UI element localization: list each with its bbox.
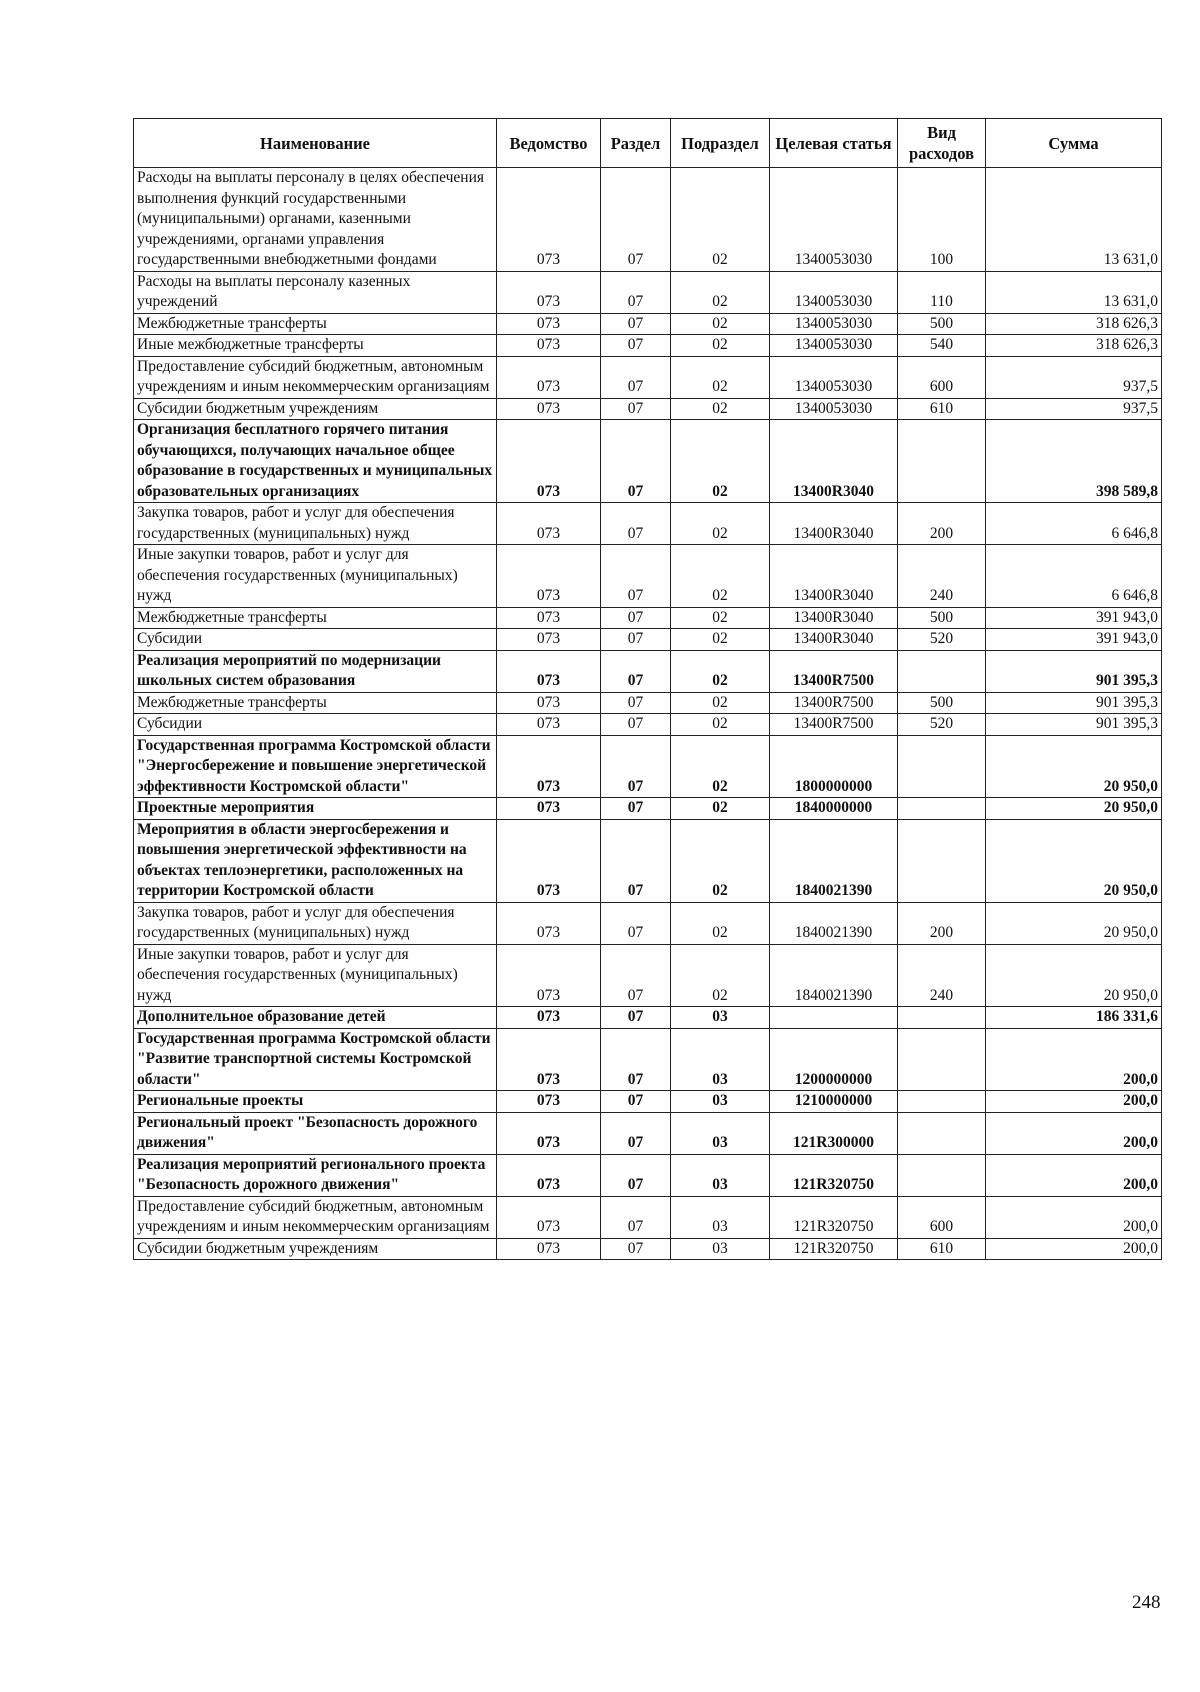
cell-subsection: 03 (671, 1238, 770, 1260)
cell-subsection: 02 (671, 650, 770, 692)
cell-subsection: 03 (671, 1196, 770, 1238)
cell-dept: 073 (497, 798, 601, 820)
cell-target: 1840021390 (770, 819, 898, 902)
cell-target: 121R320750 (770, 1154, 898, 1196)
cell-sum: 6 646,8 (986, 503, 1162, 545)
cell-name: Дополнительное образование детей (134, 1007, 497, 1029)
cell-name: Расходы на выплаты персоналу казенных учреждений (134, 271, 497, 313)
cell-subsection: 02 (671, 356, 770, 398)
cell-dept: 073 (497, 420, 601, 503)
cell-dept: 073 (497, 1028, 601, 1091)
table-row (134, 1238, 1162, 1260)
cell-dept: 073 (497, 629, 601, 651)
header-kind: Вид расходов (898, 119, 986, 168)
cell-target: 121R300000 (770, 1112, 898, 1154)
cell-dept: 073 (497, 902, 601, 944)
cell-section: 07 (601, 1091, 671, 1113)
cell-target: 13400R3040 (770, 420, 898, 503)
cell-target: 1800000000 (770, 735, 898, 798)
cell-section: 07 (601, 607, 671, 629)
cell-kind (898, 1154, 986, 1196)
cell-section: 07 (601, 819, 671, 902)
cell-section: 07 (601, 271, 671, 313)
cell-dept: 073 (497, 503, 601, 545)
cell-section: 07 (601, 1028, 671, 1091)
table-row (134, 1091, 1162, 1113)
cell-sum: 13 631,0 (986, 271, 1162, 313)
cell-section: 07 (601, 356, 671, 398)
cell-name: Иные межбюджетные трансферты (134, 335, 497, 357)
cell-kind: 500 (898, 313, 986, 335)
cell-target: 121R320750 (770, 1196, 898, 1238)
cell-dept: 073 (497, 735, 601, 798)
cell-kind: 240 (898, 545, 986, 608)
cell-dept: 073 (497, 714, 601, 736)
cell-target: 13400R7500 (770, 650, 898, 692)
cell-name: Реализация мероприятий по модернизации школьных систем образования (134, 650, 497, 692)
table-row (134, 735, 1162, 798)
cell-subsection: 02 (671, 798, 770, 820)
cell-subsection: 02 (671, 503, 770, 545)
cell-target: 1340053030 (770, 168, 898, 272)
cell-target: 1840021390 (770, 944, 898, 1007)
cell-kind: 110 (898, 271, 986, 313)
table-row (134, 714, 1162, 736)
cell-sum: 901 395,3 (986, 714, 1162, 736)
cell-subsection: 02 (671, 819, 770, 902)
cell-target: 1340053030 (770, 335, 898, 357)
cell-subsection: 03 (671, 1007, 770, 1029)
cell-target: 1340053030 (770, 398, 898, 420)
cell-target: 1840021390 (770, 902, 898, 944)
cell-sum: 200,0 (986, 1238, 1162, 1260)
cell-sum: 20 950,0 (986, 735, 1162, 798)
header-sum: Сумма (986, 119, 1162, 168)
cell-name: Межбюджетные трансферты (134, 692, 497, 714)
cell-section: 07 (601, 313, 671, 335)
cell-kind: 540 (898, 335, 986, 357)
cell-sum: 20 950,0 (986, 798, 1162, 820)
cell-target: 13400R3040 (770, 545, 898, 608)
cell-target: 1210000000 (770, 1091, 898, 1113)
cell-target: 1340053030 (770, 271, 898, 313)
cell-kind (898, 1028, 986, 1091)
cell-dept: 073 (497, 650, 601, 692)
table-row (134, 1154, 1162, 1196)
cell-sum: 318 626,3 (986, 313, 1162, 335)
table-row (134, 944, 1162, 1007)
cell-section: 07 (601, 168, 671, 272)
cell-sum: 398 589,8 (986, 420, 1162, 503)
cell-name: Межбюджетные трансферты (134, 607, 497, 629)
cell-target: 13400R3040 (770, 607, 898, 629)
page-number: 248 (1132, 1592, 1161, 1613)
table-row (134, 819, 1162, 902)
cell-kind: 100 (898, 168, 986, 272)
cell-name: Реализация мероприятий регионального проекта "Безопасность дорожного движения" (134, 1154, 497, 1196)
header-subsection: Подраздел (671, 119, 770, 168)
cell-kind (898, 1007, 986, 1029)
cell-kind: 500 (898, 692, 986, 714)
cell-subsection: 03 (671, 1112, 770, 1154)
cell-subsection: 02 (671, 313, 770, 335)
cell-section: 07 (601, 335, 671, 357)
header-section: Раздел (601, 119, 671, 168)
cell-name: Государственная программа Костромской области "Развитие транспортной системы Костромской области" (134, 1028, 497, 1091)
table-body (134, 168, 1162, 1260)
cell-sum: 901 395,3 (986, 650, 1162, 692)
cell-section: 07 (601, 629, 671, 651)
cell-sum: 6 646,8 (986, 545, 1162, 608)
cell-name: Проектные мероприятия (134, 798, 497, 820)
cell-dept: 073 (497, 607, 601, 629)
cell-section: 07 (601, 1238, 671, 1260)
cell-section: 07 (601, 398, 671, 420)
cell-target: 13400R7500 (770, 692, 898, 714)
cell-dept: 073 (497, 1238, 601, 1260)
cell-kind (898, 819, 986, 902)
cell-kind (898, 1112, 986, 1154)
cell-name: Региональный проект "Безопасность дорожного движения" (134, 1112, 497, 1154)
cell-target: 121R320750 (770, 1238, 898, 1260)
table-row (134, 798, 1162, 820)
table-row (134, 1112, 1162, 1154)
cell-dept: 073 (497, 1091, 601, 1113)
cell-section: 07 (601, 1154, 671, 1196)
table-row (134, 313, 1162, 335)
cell-dept: 073 (497, 819, 601, 902)
cell-subsection: 02 (671, 335, 770, 357)
cell-dept: 073 (497, 1112, 601, 1154)
table-row (134, 398, 1162, 420)
cell-sum: 200,0 (986, 1196, 1162, 1238)
cell-sum: 391 943,0 (986, 607, 1162, 629)
cell-subsection: 02 (671, 735, 770, 798)
table-row (134, 1007, 1162, 1029)
cell-sum: 186 331,6 (986, 1007, 1162, 1029)
cell-name: Предоставление субсидий бюджетным, автономным учреждениям и иным некоммерческим организациям (134, 356, 497, 398)
header-dept: Ведомство (497, 119, 601, 168)
cell-kind: 610 (898, 398, 986, 420)
cell-subsection: 03 (671, 1091, 770, 1113)
cell-sum: 901 395,3 (986, 692, 1162, 714)
cell-dept: 073 (497, 398, 601, 420)
cell-name: Субсидии (134, 714, 497, 736)
cell-sum: 200,0 (986, 1091, 1162, 1113)
table-row (134, 692, 1162, 714)
cell-kind: 200 (898, 503, 986, 545)
cell-section: 07 (601, 798, 671, 820)
cell-dept: 073 (497, 944, 601, 1007)
cell-kind: 600 (898, 356, 986, 398)
cell-name: Предоставление субсидий бюджетным, автономным учреждениям и иным некоммерческим организациям (134, 1196, 497, 1238)
cell-sum: 318 626,3 (986, 335, 1162, 357)
cell-kind (898, 420, 986, 503)
cell-sum: 20 950,0 (986, 902, 1162, 944)
table-row (134, 168, 1162, 272)
cell-name: Региональные проекты (134, 1091, 497, 1113)
cell-subsection: 02 (671, 944, 770, 1007)
cell-name: Государственная программа Костромской области "Энергосбережение и повышение энергетической эффективности Костромской области" (134, 735, 497, 798)
cell-name: Закупка товаров, работ и услуг для обеспечения государственных (муниципальных) нужд (134, 503, 497, 545)
cell-kind: 520 (898, 629, 986, 651)
cell-sum: 937,5 (986, 398, 1162, 420)
cell-kind: 520 (898, 714, 986, 736)
cell-section: 07 (601, 902, 671, 944)
cell-kind (898, 735, 986, 798)
header-row (134, 119, 1162, 168)
cell-target: 13400R3040 (770, 503, 898, 545)
cell-name: Субсидии (134, 629, 497, 651)
cell-kind: 600 (898, 1196, 986, 1238)
table-row (134, 356, 1162, 398)
cell-name: Межбюджетные трансферты (134, 313, 497, 335)
cell-dept: 073 (497, 692, 601, 714)
cell-subsection: 02 (671, 607, 770, 629)
cell-kind (898, 1091, 986, 1113)
cell-target: 1840000000 (770, 798, 898, 820)
cell-subsection: 02 (671, 420, 770, 503)
cell-section: 07 (601, 714, 671, 736)
cell-sum: 200,0 (986, 1028, 1162, 1091)
cell-dept: 073 (497, 1154, 601, 1196)
cell-name: Организация бесплатного горячего питания обучающихся, получающих начальное общее образование в государственных и муниципальных образовательных организациях (134, 420, 497, 503)
table-row (134, 1028, 1162, 1091)
cell-subsection: 02 (671, 714, 770, 736)
cell-subsection: 03 (671, 1154, 770, 1196)
cell-target (770, 1007, 898, 1029)
cell-subsection: 02 (671, 692, 770, 714)
cell-target: 1340053030 (770, 313, 898, 335)
cell-name: Мероприятия в области энергосбережения и повышения энергетической эффективности на объектах теплоэнергетики, расположенных на территории Костромской области (134, 819, 497, 902)
table-row (134, 629, 1162, 651)
cell-sum: 20 950,0 (986, 819, 1162, 902)
budget-table (133, 118, 1162, 1260)
cell-target: 13400R3040 (770, 629, 898, 651)
cell-dept: 073 (497, 335, 601, 357)
cell-dept: 073 (497, 545, 601, 608)
cell-kind: 500 (898, 607, 986, 629)
cell-subsection: 02 (671, 902, 770, 944)
cell-section: 07 (601, 944, 671, 1007)
cell-name: Субсидии бюджетным учреждениям (134, 398, 497, 420)
cell-name: Иные закупки товаров, работ и услуг для обеспечения государственных (муниципальных) нужд (134, 545, 497, 608)
cell-section: 07 (601, 545, 671, 608)
table-row (134, 271, 1162, 313)
table-row (134, 902, 1162, 944)
cell-section: 07 (601, 1007, 671, 1029)
cell-section: 07 (601, 420, 671, 503)
cell-subsection: 02 (671, 398, 770, 420)
cell-subsection: 03 (671, 1028, 770, 1091)
cell-section: 07 (601, 1196, 671, 1238)
cell-section: 07 (601, 692, 671, 714)
cell-dept: 073 (497, 356, 601, 398)
cell-dept: 073 (497, 168, 601, 272)
table-row (134, 607, 1162, 629)
cell-name: Расходы на выплаты персоналу в целях обеспечения выполнения функций государственными (муниципальными) органами, казенными учреждениями, органами управления государственными внебюджетными фондами (134, 168, 497, 272)
cell-kind: 200 (898, 902, 986, 944)
cell-target: 13400R7500 (770, 714, 898, 736)
table-row (134, 1196, 1162, 1238)
table-row (134, 420, 1162, 503)
cell-dept: 073 (497, 1196, 601, 1238)
cell-section: 07 (601, 503, 671, 545)
cell-sum: 200,0 (986, 1154, 1162, 1196)
cell-dept: 073 (497, 1007, 601, 1029)
table-row (134, 335, 1162, 357)
cell-kind (898, 798, 986, 820)
cell-subsection: 02 (671, 271, 770, 313)
cell-name: Субсидии бюджетным учреждениям (134, 1238, 497, 1260)
cell-sum: 13 631,0 (986, 168, 1162, 272)
cell-sum: 391 943,0 (986, 629, 1162, 651)
header-name: Наименование (134, 119, 497, 168)
cell-sum: 937,5 (986, 356, 1162, 398)
cell-kind: 610 (898, 1238, 986, 1260)
cell-subsection: 02 (671, 545, 770, 608)
cell-dept: 073 (497, 271, 601, 313)
cell-kind (898, 650, 986, 692)
cell-name: Иные закупки товаров, работ и услуг для обеспечения государственных (муниципальных) нужд (134, 944, 497, 1007)
cell-dept: 073 (497, 313, 601, 335)
cell-target: 1340053030 (770, 356, 898, 398)
cell-sum: 20 950,0 (986, 944, 1162, 1007)
cell-section: 07 (601, 735, 671, 798)
cell-section: 07 (601, 650, 671, 692)
cell-name: Закупка товаров, работ и услуг для обеспечения государственных (муниципальных) нужд (134, 902, 497, 944)
table-row (134, 650, 1162, 692)
cell-section: 07 (601, 1112, 671, 1154)
cell-subsection: 02 (671, 168, 770, 272)
table-row (134, 503, 1162, 545)
cell-target: 1200000000 (770, 1028, 898, 1091)
cell-sum: 200,0 (986, 1112, 1162, 1154)
cell-kind: 240 (898, 944, 986, 1007)
table-row (134, 545, 1162, 608)
header-target: Целевая статья (770, 119, 898, 168)
cell-subsection: 02 (671, 629, 770, 651)
